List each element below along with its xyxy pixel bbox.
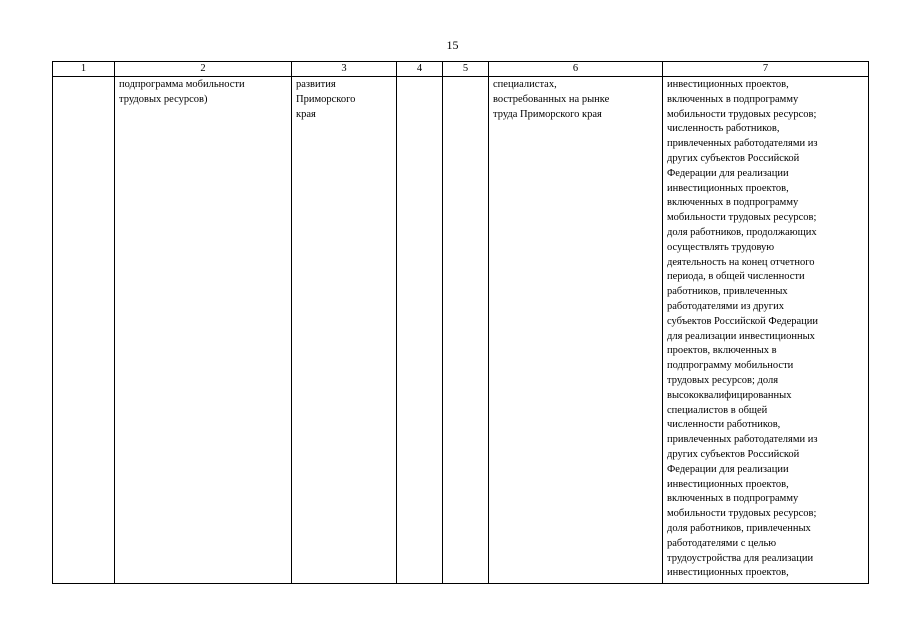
cell-col-1 [53,77,115,584]
cell-col-6 [489,77,663,584]
column-header-6: 6 [489,62,663,77]
cell-text: подпрограмма мобильности трудовых ресурсов) [119,79,245,105]
cell-col-2 [115,77,292,584]
cell-col-5 [443,77,489,584]
cell-text: развития Приморского края [296,79,356,120]
column-header-3: 3 [292,62,397,77]
cell-col-7 [663,77,869,584]
column-header-7: 7 [663,62,869,77]
cell-text: инвестиционных проектов, включенных в подпрограмму мобильности трудовых ресурсов; численность работников, привлеченных работодателями из других субъектов Российской Федерации для реализации инвестиционных проектов, включенных в подпрограмму мобильности трудовых ресурсов; доля работников, продолжающих осуществлять трудовую деятельность на конец отчетного периода, в общей численности работников, привлеченных работодателями из других субъектов Российской Федерации для реализации инвестиционных проектов, включенных в подпрограмму мобильности трудовых ресурсов; доля высококвалифицированных специалистов в общей численности работников, привлеченных работодателями из других субъектов Российской Федерации для реализации инвестиционных проектов, включенных в подпрограмму мобильности трудовых ресурсов; доля работников, привлеченных работодателями с целью трудоустройства для реализации инвестиционных проектов, [667,79,819,579]
table-row [53,77,869,584]
column-header-2: 2 [115,62,292,77]
column-header-1: 1 [53,62,115,77]
data-table [52,61,869,584]
cell-col-4 [397,77,443,584]
column-header-5: 5 [443,62,489,77]
header-row [53,62,869,77]
page-number: 15 [446,38,459,52]
cell-text: специалистах, востребованных на рынке труда Приморского края [493,79,610,120]
cell-col-3 [292,77,397,584]
column-header-4: 4 [397,62,443,77]
